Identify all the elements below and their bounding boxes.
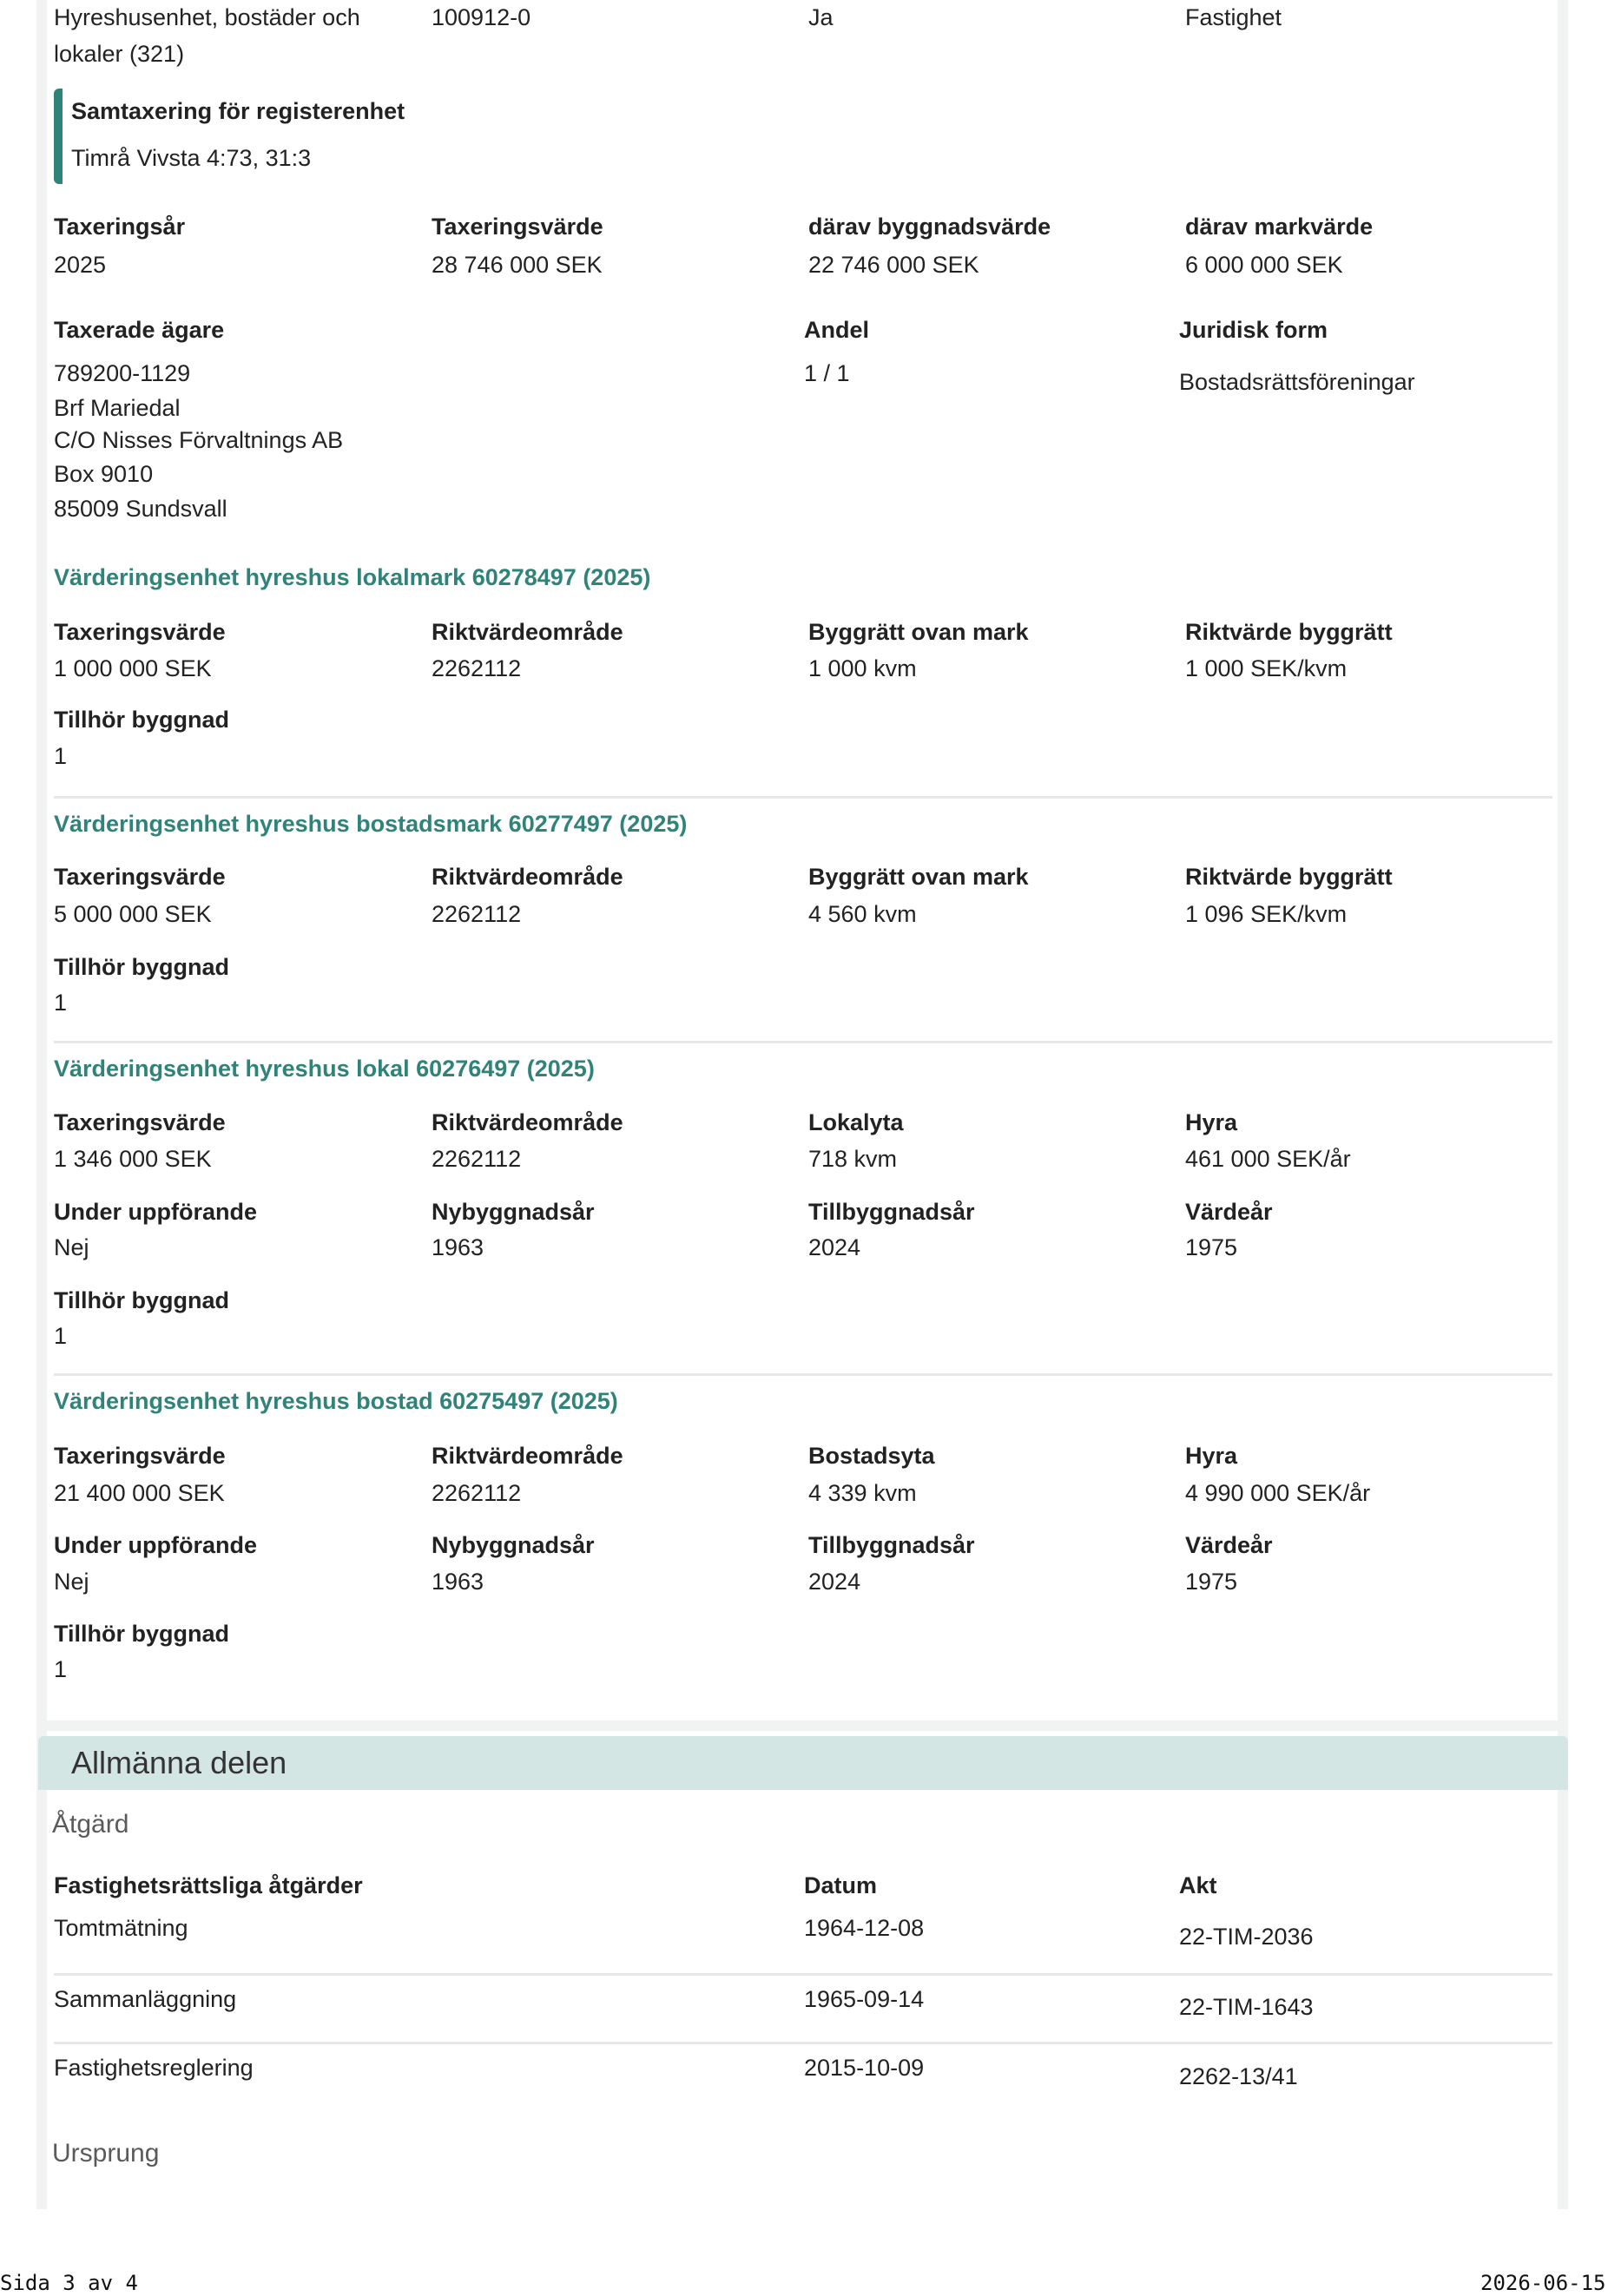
field-label: Riktvärdeområde [432,1109,623,1135]
field-value: Nej [54,1569,89,1595]
belongs-label: Tillhör byggnad [54,707,229,733]
share-label: Andel [804,317,870,343]
field-label: Under uppförande [54,1199,257,1225]
table-cell: Tomtmätning [54,1915,188,1941]
field-value: 2262112 [432,655,522,681]
subsection-ursprung: Ursprung [52,2139,160,2168]
field-label: Hyra [1185,1109,1238,1135]
column-header: Datum [804,1872,878,1898]
belongs-value: 1 [54,1323,68,1349]
unit-kind: Fastighet [1185,4,1282,30]
card-border-right [1558,0,1568,2209]
tax-value: 28 746 000 SEK [432,252,603,278]
field-value: 1 000 000 SEK [54,655,212,681]
samtaxering-box [54,89,549,184]
owner-line: 789200-1129 [54,360,191,386]
card-border-left [36,0,47,2209]
tax-label-building: därav byggnadsvärde [808,214,1051,240]
unit-answer: Ja [808,4,834,30]
field-label: Taxeringsvärde [54,619,226,645]
subsection-atgard: Åtgärd [52,1810,129,1839]
field-value: 1 346 000 SEK [54,1146,212,1172]
samtaxering-value: Timrå Vivsta 4:73, 31:3 [71,145,312,171]
table-cell: 2262-13/41 [1179,2063,1298,2089]
samtaxering-title: Samtaxering för registerenhet [71,98,405,124]
field-value: 1 096 SEK/kvm [1185,901,1348,927]
owner-line: C/O Nisses Förvaltnings AB [54,427,344,453]
field-value: Nej [54,1234,89,1260]
section-header-allmanna [38,1736,1568,1790]
legal-form-label: Juridisk form [1179,317,1328,343]
table-cell: Sammanläggning [54,1986,237,2012]
share-value: 1 / 1 [804,360,850,386]
tax-land-value: 6 000 000 SEK [1185,252,1343,278]
field-value: 1963 [432,1569,484,1595]
unit-type-line2: lokaler (321) [54,41,185,67]
field-value: 2024 [808,1234,861,1260]
field-label: Bostadsyta [808,1443,935,1469]
section-title: Allmänna delen [71,1745,287,1780]
field-value: 2262112 [432,901,522,927]
field-value: 1963 [432,1234,484,1260]
page-number: Sida 3 av 4 [0,2271,138,2295]
divider [54,796,1552,799]
field-label: Riktvärde byggrätt [1185,864,1393,890]
table-cell: Fastighetsreglering [54,2055,254,2081]
owner-line: Box 9010 [54,461,154,487]
field-label: Lokalyta [808,1109,904,1135]
field-label: Riktvärde byggrätt [1185,619,1393,645]
field-label: Nybyggnadsår [432,1199,595,1225]
field-label: Byggrätt ovan mark [808,619,1029,645]
field-value: 1975 [1185,1569,1238,1595]
field-label: Taxeringsvärde [54,1443,226,1469]
field-label: Under uppförande [54,1532,257,1558]
field-value: 4 560 kvm [808,901,917,927]
field-value: 21 400 000 SEK [54,1480,225,1506]
tax-label-value: Taxeringsvärde [432,214,603,240]
divider [54,1373,1552,1376]
table-cell: 1964-12-08 [804,1915,925,1941]
field-label: Riktvärdeområde [432,1443,623,1469]
print-date: 2026-06-15 [1480,2271,1606,2295]
field-value: 2262112 [432,1480,522,1506]
owner-line: 85009 Sundsvall [54,496,227,522]
field-value: 4 339 kvm [808,1480,917,1506]
field-value: 1 000 kvm [808,655,917,681]
field-value: 2262112 [432,1146,522,1172]
field-value: 718 kvm [808,1146,898,1172]
row-divider [54,1973,1552,1976]
table-cell: 22-TIM-2036 [1179,1924,1314,1950]
tax-label-land: därav markvärde [1185,214,1374,240]
field-label: Taxeringsvärde [54,864,226,890]
valuation-unit-title: Värderingsenhet hyreshus bostad 60275497 (2025) [54,1388,618,1414]
field-label: Tillbyggnadsår [808,1199,975,1225]
field-label: Byggrätt ovan mark [808,864,1029,890]
belongs-label: Tillhör byggnad [54,954,229,980]
column-header: Fastighetsrättsliga åtgärder [54,1872,363,1898]
field-value: 4 990 000 SEK/år [1185,1480,1371,1506]
field-label: Hyra [1185,1443,1238,1469]
belongs-label: Tillhör byggnad [54,1287,229,1313]
valuation-unit-title: Värderingsenhet hyreshus bostadsmark 60277497 (2025) [54,811,688,837]
tax-label-year: Taxeringsår [54,214,186,240]
field-label: Riktvärdeområde [432,619,623,645]
valuation-unit-title: Värderingsenhet hyreshus lokal 60276497 (2025) [54,1056,595,1082]
table-cell: 2015-10-09 [804,2055,925,2081]
field-value: 5 000 000 SEK [54,901,212,927]
unit-number: 100912-0 [432,4,531,30]
tax-year: 2025 [54,252,107,278]
unit-type-line1: Hyreshusenhet, bostäder och [54,4,360,30]
row-divider [54,2042,1552,2044]
field-label: Tillbyggnadsår [808,1532,975,1558]
valuation-unit-title: Värderingsenhet hyreshus lokalmark 60278497 (2025) [54,564,651,590]
field-label: Värdeår [1185,1532,1273,1558]
field-value: 1 000 SEK/kvm [1185,655,1348,681]
field-value: 461 000 SEK/år [1185,1146,1351,1172]
belongs-value: 1 [54,743,68,769]
field-label: Riktvärdeområde [432,864,623,890]
tax-building-value: 22 746 000 SEK [808,252,979,278]
belongs-value: 1 [54,1656,68,1682]
owner-label: Taxerade ägare [54,317,225,343]
owner-line: Brf Mariedal [54,395,181,421]
field-label: Värdeår [1185,1199,1273,1225]
table-cell: 22-TIM-1643 [1179,1994,1314,2020]
field-value: 1975 [1185,1234,1238,1260]
belongs-label: Tillhör byggnad [54,1621,229,1647]
field-label: Taxeringsvärde [54,1109,226,1135]
field-value: 2024 [808,1569,861,1595]
legal-form-value: Bostadsrättsföreningar [1179,369,1415,395]
belongs-value: 1 [54,990,68,1016]
card-bottom-border [36,1720,1568,1731]
column-header: Akt [1179,1872,1217,1898]
table-cell: 1965-09-14 [804,1986,925,2012]
field-label: Nybyggnadsår [432,1532,595,1558]
divider [54,1041,1552,1043]
